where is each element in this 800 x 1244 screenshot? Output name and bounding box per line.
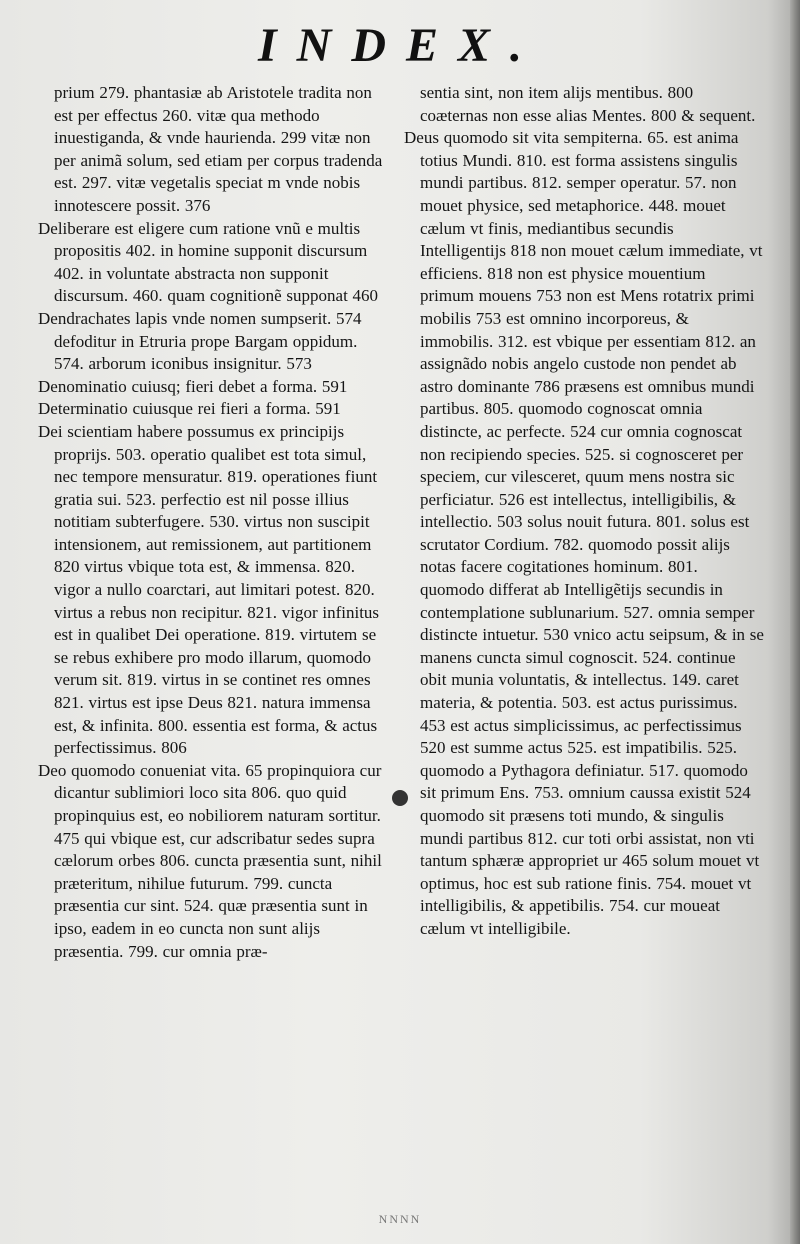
index-entry: Denominatio cuiusq; fieri debet a forma. 591	[38, 376, 348, 396]
page-edge-shadow	[790, 0, 800, 1244]
index-entry: prium 279. phantasiæ ab Aristotele tradita non est per effectus 260. vitæ qua methodo inuestiganda, & vnde haurienda. 299 vitæ non per animã solum, sed etiam per corpus tradenda est. 297. vitæ vegetalis speciat m vnde nobis innotescere possit. 376	[54, 83, 383, 215]
signature-mark: NNNN	[378, 1212, 422, 1226]
index-entry: Deus quomodo sit vita sempiterna. 65. est anima totius Mundi. 810. est forma assistens singulis mundi partibus. 812. semper operatur. 57. non mouet physice, sed metaphorice. 448. mouet cælum vt finis, mediantibus secundis Intelligentijs 818 non mouet cælum immediate, vt efficiens. 818 non est physice mouentium primum mouens 753 non est Mens rotatrix primi mobilis 753 est omnino incorporeus, & immobilis. 312. est vbique per essentiam 812. an assignãdo nobis angelo custode non pendet ab astro dominante 786 præsens est omnibus mundi partibus. 805. quomodo cognoscat omnia distincte, ac perfecte. 524 cur omnia cognoscat non recipiendo species. 525. si cognosceret per speciem, cur vilesceret, quum mens nostra sic perficiatur. 526 est intellectus, intelligibilis, & intellectio. 503 solus nouit futura. 801. solus est scrutator Cordium. 782. quomodo possit alijs notas facere cogitationes hominum. 801. quomodo differat ab Intelligẽtijs secundis in contemplatione sublunarium. 527. omnia semper distincte intuetur. 530 vnico actu seipsum, & in se manens cuncta simul cognoscit. 524. continue obit munia voluntatis, & intellectus. 149. caret materia, & potentia. 503. est actus purissimus. 453 est actus simplicissimus, ac perfectissimus 520 est summe actus 525. est impatibilis. 525. quomodo a Pythagora definiatur. 517. quomodo sit primum Ens. 753. omnium caussa existit 524 quomodo sit præsens toti mundo, & singulis mundi partibus 812. cur toti orbi assistat, non vti tantum sphæræ appropriet ur 465 solum mouet vt optimus, hoc est sub ratione finis. 754. mouet vt intelligibilis, & appetibilis. 754. cur moueat cælum vt intelligibile.	[404, 128, 764, 938]
index-column-left	[38, 82, 390, 963]
index-column-right	[404, 82, 764, 941]
index-entry: Deo quomodo conueniat vita. 65 propinquiora cur dicantur sublimiori loco sita 806. quo quid propinquius est, eo nobiliorem naturam sortitur. 475 qui vbique est, cur adscribatur sedes supra cælorum orbes 806. cuncta præsentia sunt, nihil præteritum, nihilue futurum. 799. cuncta præsentia cur sint. 524. quæ præsentia sunt in ipso, eadem in eo cuncta non sunt alijs præsentia. 799. cur omnia præ-	[38, 760, 382, 961]
index-entry: Deliberare est eligere cum ratione vnũ e multis propositis 402. in homine supponit discursum 402. in voluntate abstracta non supponit discursum. 460. quam cognitionẽ supponat 460	[38, 218, 379, 306]
index-entry: Dendrachates lapis vnde nomen sumpserit. 574 defoditur in Etruria prope Bargam oppidum. 574. arborum iconibus insignitur. 573	[38, 308, 362, 374]
ink-blot	[392, 790, 408, 806]
index-entry: Determinatio cuiusque rei fieri a forma. 591	[38, 399, 341, 419]
index-entry: sentia sint, non item alijs mentibus. 800 coæternas non esse alias Mentes. 800 & sequent.	[420, 83, 756, 125]
index-entry: Dei scientiam habere possumus ex principijs proprijs. 503. operatio qualibet est tota simul, nec tempore mensuratur. 819. operationes fiunt gratia sui. 523. perfectio est nil posse illius notitiam subterfugere. 530. virtus non suscipit intensionem, aut remissionem, aut partitionem 820 virtus vbique tota est, & immensa. 820. vigor a nullo coarctari, aut limitari potest. 820. virtus a rebus non recipitur. 821. vigor infinitus est in qualibet Dei operatione. 819. virtutem se se rebus exhibere pro modo illarum, quomodo verum sit. 819. virtus in se continet res omnes 821. virtus est ipse Deus 821. natura immensa est, & infinita. 800. essentia est forma, & actus perfectissimus. 806	[38, 421, 380, 758]
page-title: INDEX.	[257, 19, 543, 72]
